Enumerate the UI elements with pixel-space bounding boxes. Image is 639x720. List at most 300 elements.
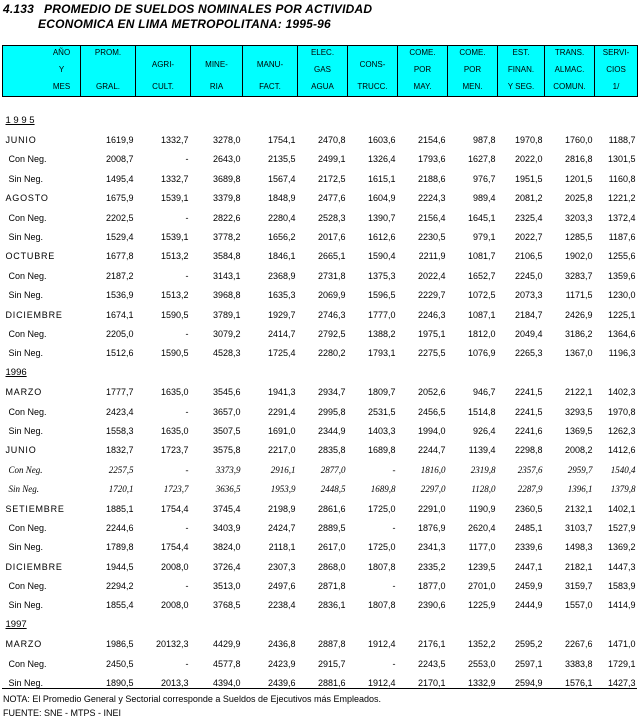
table-cell: 1951,5: [514, 173, 543, 184]
table-cell: 3373,9: [215, 464, 241, 475]
column-header-line: MAY.: [413, 82, 432, 91]
table-cell: [595, 111, 638, 130]
table-cell: 2344,9: [317, 425, 346, 436]
table-cell: 1635,0: [160, 425, 189, 436]
table-cell: [298, 615, 348, 634]
table-cell: 3968,8: [212, 290, 241, 301]
table-cell: 2118,1: [268, 542, 296, 553]
table-cell: 1567,4: [267, 173, 296, 184]
table-cell: 1777,0: [367, 309, 396, 320]
table-cell: 3379,8: [212, 193, 241, 204]
table-cell: 1590,5: [160, 309, 189, 320]
table-cell: [498, 363, 545, 382]
source-line: FUENTE: SNE - MTPS - INEI: [3, 708, 122, 718]
table-cell: 1590,4: [367, 251, 396, 262]
table-cell: 1846,1: [267, 251, 296, 262]
table-cell: 1558,3: [105, 425, 134, 436]
table-cell: 2008,0: [160, 600, 189, 611]
table-cell: 2280,4: [267, 212, 296, 223]
row-label: Sin Neg.: [8, 484, 39, 495]
table-cell: 1645,1: [467, 212, 496, 223]
table-cell: 1379,8: [610, 484, 636, 495]
table-cell: 2835,8: [317, 445, 346, 456]
table-cell: 1412,6: [607, 445, 636, 456]
table-cell: 2319,8: [470, 464, 496, 475]
table-cell: 1970,8: [607, 406, 636, 417]
table-cell: 2423,9: [267, 658, 296, 669]
table-cell: 1723,7: [163, 484, 189, 495]
table-row: [3, 189, 638, 208]
table-cell: 1285,5: [564, 232, 593, 243]
table-cell: 2154,6: [417, 135, 446, 146]
table-header: [3, 46, 638, 97]
table-cell: 1953,9: [270, 484, 296, 495]
row-label: Sin Neg.: [8, 290, 44, 301]
table-cell: 1414,9: [607, 600, 636, 611]
table-cell: [191, 111, 243, 130]
table-cell: 3768,5: [212, 600, 241, 611]
table-cell: 1495,4: [105, 173, 134, 184]
table-cell: 1529,4: [105, 232, 134, 243]
table-cell: 2243,5: [417, 658, 446, 669]
table-cell: 2224,3: [417, 193, 446, 204]
table-cell: 1627,8: [467, 154, 496, 165]
table-cell: 1364,6: [607, 328, 636, 339]
table-cell: 3203,3: [564, 212, 593, 223]
table-cell: 1372,4: [607, 212, 636, 223]
column-header-line: POR: [413, 65, 432, 74]
table-cell: 1188,7: [608, 135, 636, 146]
column-header-line: ALMAC.: [554, 65, 585, 74]
table-cell: 1513,2: [160, 290, 189, 301]
table-cell: 3575,8: [212, 445, 241, 456]
table-cell: 2470,8: [317, 135, 346, 146]
table-number: 4.133: [3, 2, 35, 16]
row-label: Con Neg.: [8, 154, 47, 165]
table-cell: 1139,4: [468, 445, 496, 456]
table-cell: 1326,4: [367, 154, 396, 165]
column-header-line: POR: [463, 65, 482, 74]
table-cell: 2325,4: [514, 212, 543, 223]
table-cell: 2459,9: [514, 581, 543, 592]
table-cell: 1403,3: [367, 425, 396, 436]
table-row: [3, 266, 638, 285]
table-cell: [298, 111, 348, 130]
column-header-line: TRUCC.: [357, 82, 388, 91]
table-cell: [348, 363, 398, 382]
row-label: DICIEMBRE: [5, 561, 63, 572]
table-cell: [448, 111, 498, 130]
table-cell: 1723,7: [160, 445, 189, 456]
table-cell: 3293,5: [564, 406, 593, 417]
table-cell: 1656,2: [267, 232, 296, 243]
table-cell: -: [185, 522, 189, 533]
table-cell: 2444,9: [514, 600, 543, 611]
table-cell: 2995,8: [317, 406, 346, 417]
table-cell: 2868,0: [317, 561, 346, 572]
table-cell: 1514,8: [467, 406, 496, 417]
table-cell: 2643,0: [212, 154, 241, 165]
table-cell: 2008,0: [160, 561, 189, 572]
table-cell: 2861,6: [317, 503, 346, 514]
table-cell: 1427,3: [607, 678, 636, 689]
table-cell: 1885,1: [105, 503, 134, 514]
table-title-line2: ECONOMICA EN LIMA METROPOLITANA: 1995-96: [38, 17, 331, 31]
column-header-line: CULT.: [152, 82, 174, 91]
table-cell: 1498,3: [564, 542, 593, 553]
table-cell: [298, 363, 348, 382]
row-label: Con Neg.: [8, 270, 47, 281]
salary-table: [2, 45, 638, 693]
table-cell: 2665,1: [317, 251, 346, 262]
table-cell: 2291,0: [417, 503, 446, 514]
table-cell: 2746,3: [317, 309, 346, 320]
table-cell: [81, 111, 136, 130]
table-cell: 2456,5: [417, 406, 446, 417]
table-cell: 1187,6: [608, 232, 636, 243]
table-cell: 1793,1: [367, 348, 396, 359]
table-cell: 2341,3: [417, 542, 446, 553]
table-cell: 1691,0: [267, 425, 296, 436]
column-header: [81, 46, 136, 97]
table-cell: 2553,0: [467, 658, 496, 669]
table-cell: [348, 111, 398, 130]
table-cell: 2339,6: [514, 542, 543, 553]
table-cell: 1369,5: [564, 425, 593, 436]
table-cell: [243, 615, 298, 634]
table-cell: 2916,1: [270, 464, 296, 475]
table-cell: 1225,9: [467, 600, 496, 611]
table-row: [3, 130, 638, 149]
column-header-line: SERVI-: [602, 48, 630, 57]
table-cell: 1986,5: [105, 639, 134, 650]
table-cell: 2594,9: [514, 678, 543, 689]
table-row: [3, 169, 638, 188]
table-cell: 2368,9: [267, 270, 296, 281]
table-cell: 2081,2: [514, 193, 543, 204]
table-row: [3, 382, 638, 401]
table-cell: 976,7: [472, 173, 496, 184]
row-label: AGOSTO: [5, 193, 49, 204]
table-cell: 1332,7: [160, 173, 189, 184]
table-cell: 1072,5: [467, 290, 496, 301]
table-cell: -: [185, 212, 189, 223]
row-label: Sin Neg.: [8, 678, 44, 689]
table-cell: 2499,1: [317, 154, 346, 165]
table-cell: 1912,4: [367, 639, 396, 650]
table-cell: [595, 615, 638, 634]
table-cell: [81, 363, 136, 382]
table-cell: 1689,8: [370, 484, 396, 495]
table-cell: 1877,0: [417, 581, 446, 592]
column-header-line: PROM.: [94, 48, 122, 57]
table-cell: 1239,5: [467, 561, 496, 572]
table-cell: 1255,6: [607, 251, 636, 262]
column-header: [3, 46, 81, 97]
table-cell: 2257,5: [108, 464, 134, 475]
table-cell: 3636,5: [215, 484, 241, 495]
table-cell: 2008,7: [105, 154, 134, 165]
table-row: [3, 286, 638, 305]
table-cell: 2423,4: [105, 406, 134, 417]
table-cell: 1160,8: [608, 173, 636, 184]
table-cell: 946,7: [472, 387, 496, 398]
table-cell: 2170,1: [417, 678, 446, 689]
table-cell: 2265,3: [514, 348, 543, 359]
row-label: OCTUBRE: [5, 251, 56, 262]
table-cell: 2871,8: [317, 581, 346, 592]
table-cell: 4577,8: [212, 658, 241, 669]
table-cell: 2531,5: [367, 406, 396, 417]
row-label: Con Neg.: [8, 406, 47, 417]
table-row: [3, 402, 638, 421]
table-cell: 1359,6: [607, 270, 636, 281]
table-cell: 1652,7: [467, 270, 496, 281]
table-row: [3, 208, 638, 227]
row-label: Con Neg.: [8, 328, 47, 339]
table-cell: 2132,1: [564, 503, 593, 514]
table-cell: 2230,5: [417, 232, 446, 243]
row-label: 1997: [5, 619, 27, 631]
column-header-line: TRANS.: [554, 48, 585, 57]
table-cell: 1583,9: [607, 581, 636, 592]
column-header-line: COME.: [409, 48, 436, 57]
table-cell: 2934,7: [317, 387, 346, 398]
table-cell: 2241,5: [514, 406, 543, 417]
table-cell: 1539,1: [160, 193, 189, 204]
row-label: Sin Neg.: [8, 232, 44, 243]
table-cell: -: [185, 581, 189, 592]
table-row: [3, 557, 638, 576]
table-cell: 2357,6: [517, 464, 543, 475]
table-cell: -: [392, 464, 396, 475]
column-header-line: COMUN.: [553, 82, 586, 91]
table-cell: 1301,5: [607, 154, 636, 165]
row-label: Sin Neg.: [8, 173, 44, 184]
table-cell: 2244,7: [417, 445, 446, 456]
column-header-line: CONS-: [359, 60, 386, 69]
table-cell: 3186,2: [564, 328, 593, 339]
table-cell: 4528,3: [212, 348, 241, 359]
table-cell: 2205,0: [105, 328, 134, 339]
table-cell: 1754,1: [267, 135, 296, 146]
table-cell: 2595,2: [514, 639, 543, 650]
table-cell: 1540,4: [610, 464, 636, 475]
table-cell: 1527,9: [607, 522, 636, 533]
table-cell: 2360,5: [514, 503, 543, 514]
table-cell: 2244,6: [105, 522, 134, 533]
table-cell: 1190,9: [468, 503, 496, 514]
table-cell: 2731,8: [317, 270, 346, 281]
table-cell: 1087,1: [467, 309, 496, 320]
table-cell: 2241,5: [514, 387, 543, 398]
table-cell: 1635,0: [160, 387, 189, 398]
table-cell: [498, 615, 545, 634]
column-header-line: GRAL.: [95, 82, 120, 91]
table-cell: 1513,2: [160, 251, 189, 262]
table-cell: 1612,6: [367, 232, 396, 243]
table-row: [3, 479, 638, 498]
column-header: [398, 46, 448, 97]
table-cell: 1793,6: [417, 154, 446, 165]
table-cell: 1388,2: [367, 328, 396, 339]
table-cell: 2836,1: [317, 600, 346, 611]
table-cell: [398, 615, 448, 634]
table-cell: 1262,3: [607, 425, 636, 436]
column-header-line: FINAN.: [507, 65, 535, 74]
table-cell: -: [185, 658, 189, 669]
table-cell: 1890,5: [105, 678, 134, 689]
table-cell: 1789,8: [105, 542, 134, 553]
table-cell: 3726,4: [212, 561, 241, 572]
table-cell: 1777,7: [105, 387, 134, 398]
table-cell: 1225,1: [607, 309, 636, 320]
table-cell: 1848,9: [267, 193, 296, 204]
table-cell: 1201,5: [564, 173, 593, 184]
table-cell: [448, 615, 498, 634]
table-cell: 2106,5: [514, 251, 543, 262]
table-cell: 2211,9: [418, 251, 446, 262]
table-cell: 1332,7: [160, 135, 189, 146]
table-cell: 1912,4: [367, 678, 396, 689]
table-cell: 2229,7: [417, 290, 446, 301]
table-cell: 2275,5: [417, 348, 446, 359]
table-title-line1: [3, 2, 372, 16]
table-cell: 2959,7: [567, 464, 593, 475]
row-label: Con Neg.: [8, 212, 47, 223]
table-cell: 2298,8: [514, 445, 543, 456]
table-cell: 2291,4: [267, 406, 296, 417]
table-cell: 2013,3: [160, 678, 189, 689]
table-body: [3, 97, 638, 693]
table-cell: 2198,9: [267, 503, 296, 514]
table-cell: 1177,0: [468, 542, 496, 553]
table-cell: [348, 615, 398, 634]
table-row: [3, 344, 638, 363]
column-header: [243, 46, 298, 97]
table-cell: 1635,3: [267, 290, 296, 301]
table-cell: 1725,4: [267, 348, 296, 359]
row-label: Con Neg.: [8, 658, 47, 669]
table-cell: 2915,7: [317, 658, 346, 669]
table-cell: 2025,8: [564, 193, 593, 204]
table-cell: 2597,1: [514, 658, 543, 669]
column-header-line: Y: [58, 65, 65, 74]
table-cell: -: [185, 406, 189, 417]
column-header-line: EST.: [512, 48, 530, 57]
table-cell: 2246,3: [417, 309, 446, 320]
table-cell: 3778,2: [212, 232, 241, 243]
table-cell: 20132,3: [155, 639, 189, 650]
table-cell: 3745,4: [212, 503, 241, 514]
table-cell: [136, 111, 191, 130]
table-row: [3, 635, 638, 654]
table-cell: 2448,5: [320, 484, 346, 495]
table-row: [3, 538, 638, 557]
table-cell: [136, 363, 191, 382]
table-row: [3, 576, 638, 595]
table-cell: 1076,9: [467, 348, 496, 359]
column-header-line: AÑO: [52, 48, 71, 57]
table-cell: 1332,9: [467, 678, 496, 689]
table-cell: 2620,4: [467, 522, 496, 533]
row-label: Sin Neg.: [8, 542, 44, 553]
table-row: [3, 460, 638, 479]
table-cell: 2287,9: [517, 484, 543, 495]
table-cell: 3789,1: [212, 309, 241, 320]
table-cell: 1128,0: [471, 484, 496, 495]
table-row: [3, 150, 638, 169]
table-cell: 1929,7: [267, 309, 296, 320]
table-cell: 1832,7: [105, 445, 134, 456]
table-row: [3, 596, 638, 615]
table-cell: -: [392, 581, 396, 592]
table-cell: 1675,9: [105, 193, 134, 204]
table-cell: -: [392, 658, 396, 669]
table-cell: 2617,0: [317, 542, 346, 553]
table-row: [3, 227, 638, 246]
table-cell: 2022,0: [514, 154, 543, 165]
table-cell: [136, 615, 191, 634]
table-cell: 1230,0: [607, 290, 636, 301]
table-cell: 1725,0: [367, 542, 396, 553]
column-header: [136, 46, 191, 97]
table-cell: 4394,0: [212, 678, 241, 689]
table-cell: -: [185, 154, 189, 165]
row-label: DICIEMBRE: [5, 309, 63, 320]
table-cell: 3278,0: [212, 135, 241, 146]
table-cell: 1221,2: [607, 193, 636, 204]
row-label: SETIEMBRE: [5, 503, 65, 514]
table-cell: 1809,7: [367, 387, 396, 398]
table-cell: 1352,2: [467, 639, 496, 650]
table-cell: 1975,1: [417, 328, 446, 339]
spacer-row: [3, 97, 638, 112]
column-header-line: MES: [52, 82, 71, 91]
table-cell: 3283,7: [564, 270, 593, 281]
table-cell: 1536,9: [105, 290, 134, 301]
table-cell: 2426,9: [564, 309, 593, 320]
column-header: [191, 46, 243, 97]
table-cell: 3689,8: [212, 173, 241, 184]
column-header-line: FACT.: [259, 82, 281, 91]
table-cell: 2052,6: [417, 387, 446, 398]
table-cell: 1396,1: [567, 484, 593, 495]
table-cell: 2073,3: [514, 290, 543, 301]
table-cell: [398, 363, 448, 382]
column-header: [298, 46, 348, 97]
column-header: [595, 46, 638, 97]
table-cell: [545, 615, 595, 634]
table-cell: 3824,0: [212, 542, 241, 553]
column-header-line: AGUA: [311, 82, 334, 91]
column-header-line: CIOS: [606, 65, 626, 74]
table-cell: 2122,1: [564, 387, 593, 398]
title-text-1: PROMEDIO DE SUELDOS NOMINALES POR ACTIVIDAD: [44, 2, 373, 16]
table-cell: 1590,5: [160, 348, 189, 359]
column-header-line: ELEC.: [310, 48, 335, 57]
table-cell: 1367,0: [564, 348, 593, 359]
column-header-line: AGRI-: [151, 60, 175, 69]
row-label: MARZO: [5, 387, 42, 398]
table-cell: 2187,2: [105, 270, 134, 281]
year-row: [3, 111, 638, 130]
table-cell: 3657,0: [212, 406, 241, 417]
column-header-line: GAS: [314, 65, 331, 74]
table-cell: [448, 363, 498, 382]
table-cell: 2245,0: [514, 270, 543, 281]
table-cell: 2172,5: [317, 173, 346, 184]
